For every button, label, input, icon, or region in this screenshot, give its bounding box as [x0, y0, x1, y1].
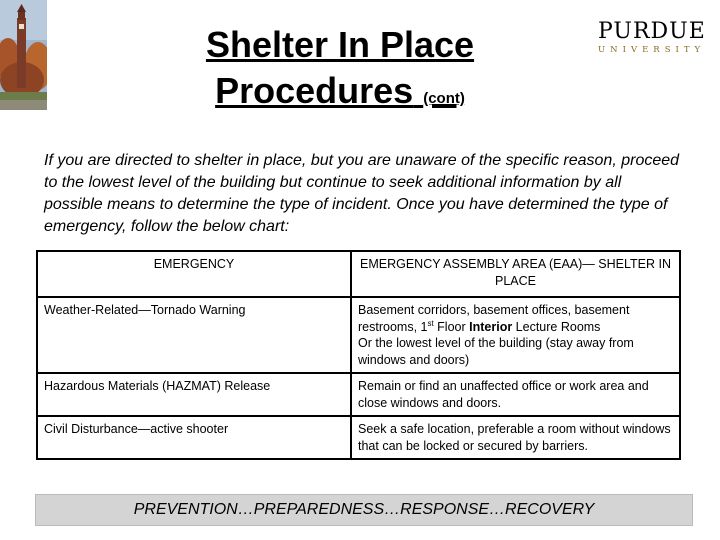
logo-name: PURDUE: [598, 19, 706, 44]
title-line-2-text: Procedures: [215, 70, 414, 111]
logo-subtitle: UNIVERSITY: [598, 45, 706, 55]
area-text: Lecture Rooms: [512, 319, 601, 334]
table-header-row: [37, 251, 680, 297]
intro-paragraph: If you are directed to shelter in place, but you are unaware of the specific reason, proceed to the lowest level of the building but continue to seek additional information by all possible means to determine the type of incident. Once you have determined the type of emergency, follow the below chart:: [44, 152, 680, 235]
area-text: Floor: [433, 319, 470, 334]
area-bold-text: Interior: [469, 319, 513, 334]
assembly-area-cell: [351, 297, 680, 373]
title-cont-suffix: (cont): [423, 90, 465, 107]
campus-tower-photo: [0, 0, 47, 110]
emergency-cell: Hazardous Materials (HAZMAT) Release: [37, 373, 351, 416]
purdue-logo: [598, 20, 704, 56]
assembly-area-cell: Remain or find an unaffected office or work area and close windows and doors.: [351, 373, 680, 416]
header-emergency: EMERGENCY: [37, 251, 351, 297]
emergency-cell: Civil Disturbance—active shooter: [37, 416, 351, 459]
table-row: [37, 297, 680, 373]
area-superscript: st: [427, 318, 434, 328]
title-line-1: Shelter In Place: [205, 24, 475, 65]
title-line-2: [170, 68, 510, 122]
emergency-chart-table: [36, 250, 681, 460]
table-row: [37, 416, 680, 459]
header-assembly-area: EMERGENCY ASSEMBLY AREA (EAA)— SHELTER IN PLACE: [351, 251, 680, 297]
assembly-area-cell: Seek a safe location, preferable a room without windows that can be locked or secured by barriers.: [351, 416, 680, 459]
area-text: Or the lowest level of the building (stay away from windows and doors): [358, 336, 634, 367]
footer-banner: PREVENTION…PREPAREDNESS…RESPONSE…RECOVERY: [35, 494, 693, 526]
area-text: Basement corridors, basement offices, basement restrooms, 1: [358, 303, 630, 334]
emergency-cell: Weather-Related—Tornado Warning: [37, 297, 351, 373]
page-title: [170, 22, 510, 122]
table-row: [37, 373, 680, 416]
